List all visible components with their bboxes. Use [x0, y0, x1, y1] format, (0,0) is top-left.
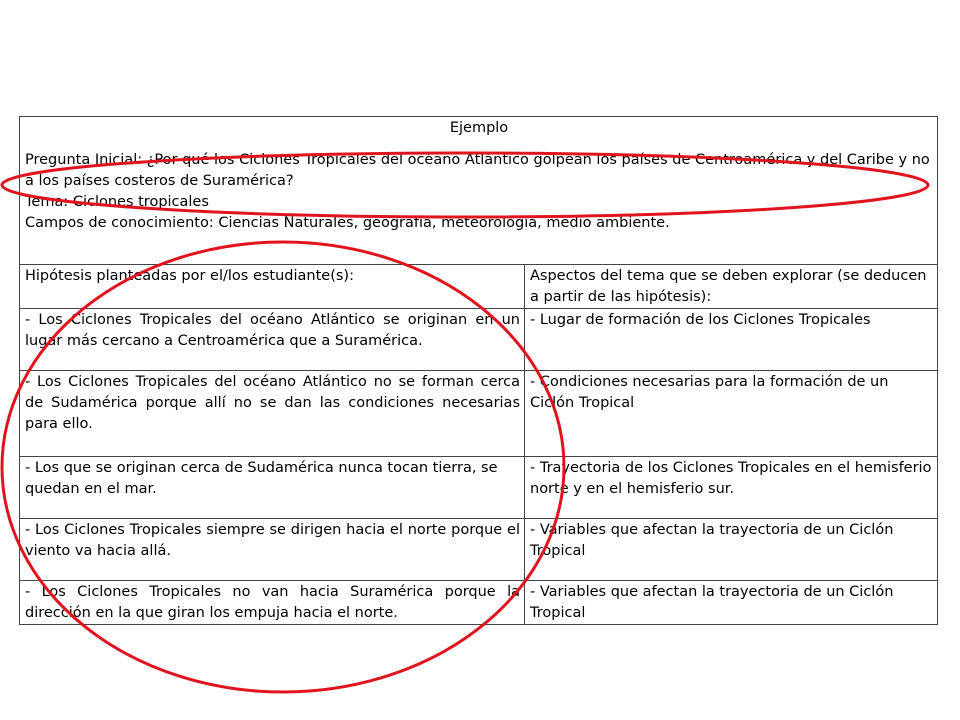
example-title: Ejemplo: [449, 120, 509, 136]
hypothesis-cell: - Los Ciclones Tropicales siempre se dirigen hacia el norte porque el viento va hacia allá.: [20, 519, 525, 581]
example-table: [19, 116, 938, 625]
aspect-cell: - Lugar de formación de los Ciclones Tropicales: [525, 309, 938, 371]
hypothesis-cell: - Los Ciclones Tropicales del océano Atlántico se originan en un lugar más cercano a Centroamérica que a Suramérica.: [20, 309, 525, 371]
column-header-aspects: Aspectos del tema que se deben explorar (se deducen a partir de las hipótesis):: [525, 265, 938, 309]
table-row: [20, 581, 938, 625]
knowledge-fields-line: Campos de conocimiento: Ciencias Naturales, geografía, meteorología, medio ambiente.: [25, 215, 670, 231]
hypothesis-cell: - Los que se originan cerca de Sudamérica nunca tocan tierra, se quedan en el mar.: [20, 457, 525, 519]
hypothesis-cell: - Los Ciclones Tropicales del océano Atlántico no se forman cerca de Sudamérica porque allí no se dan las condiciones necesarias para ello.: [20, 371, 525, 457]
topic-line: Tema: Ciclones tropicales: [25, 194, 209, 210]
column-header-hypotheses: Hipótesis planteadas por el/los estudiante(s):: [20, 265, 525, 309]
aspect-cell: - Variables que afectan la trayectoria de un Ciclón Tropical: [525, 581, 938, 625]
aspect-cell: - Variables que afectan la trayectoria de un Ciclón Tropical: [525, 519, 938, 581]
example-header-cell: [20, 117, 938, 265]
hypothesis-cell: - Los Ciclones Tropicales no van hacia Suramérica porque la dirección en la que giran los empuja hacia el norte.: [20, 581, 525, 625]
initial-question: Pregunta Inicial: ¿Por qué los Ciclones Tropicales del océano Atlántico golpean los países de Centroamérica y del Caribe y no a los países costeros de Suramérica?: [25, 152, 930, 189]
table-row: [20, 457, 938, 519]
table-row: [20, 371, 938, 457]
table-row: [20, 309, 938, 371]
aspect-cell: - Condiciones necesarias para la formación de un Ciclón Tropical: [525, 371, 938, 457]
aspect-cell: - Trayectoria de los Ciclones Tropicales en el hemisferio norte y en el hemisferio sur.: [525, 457, 938, 519]
table-row: [20, 519, 938, 581]
